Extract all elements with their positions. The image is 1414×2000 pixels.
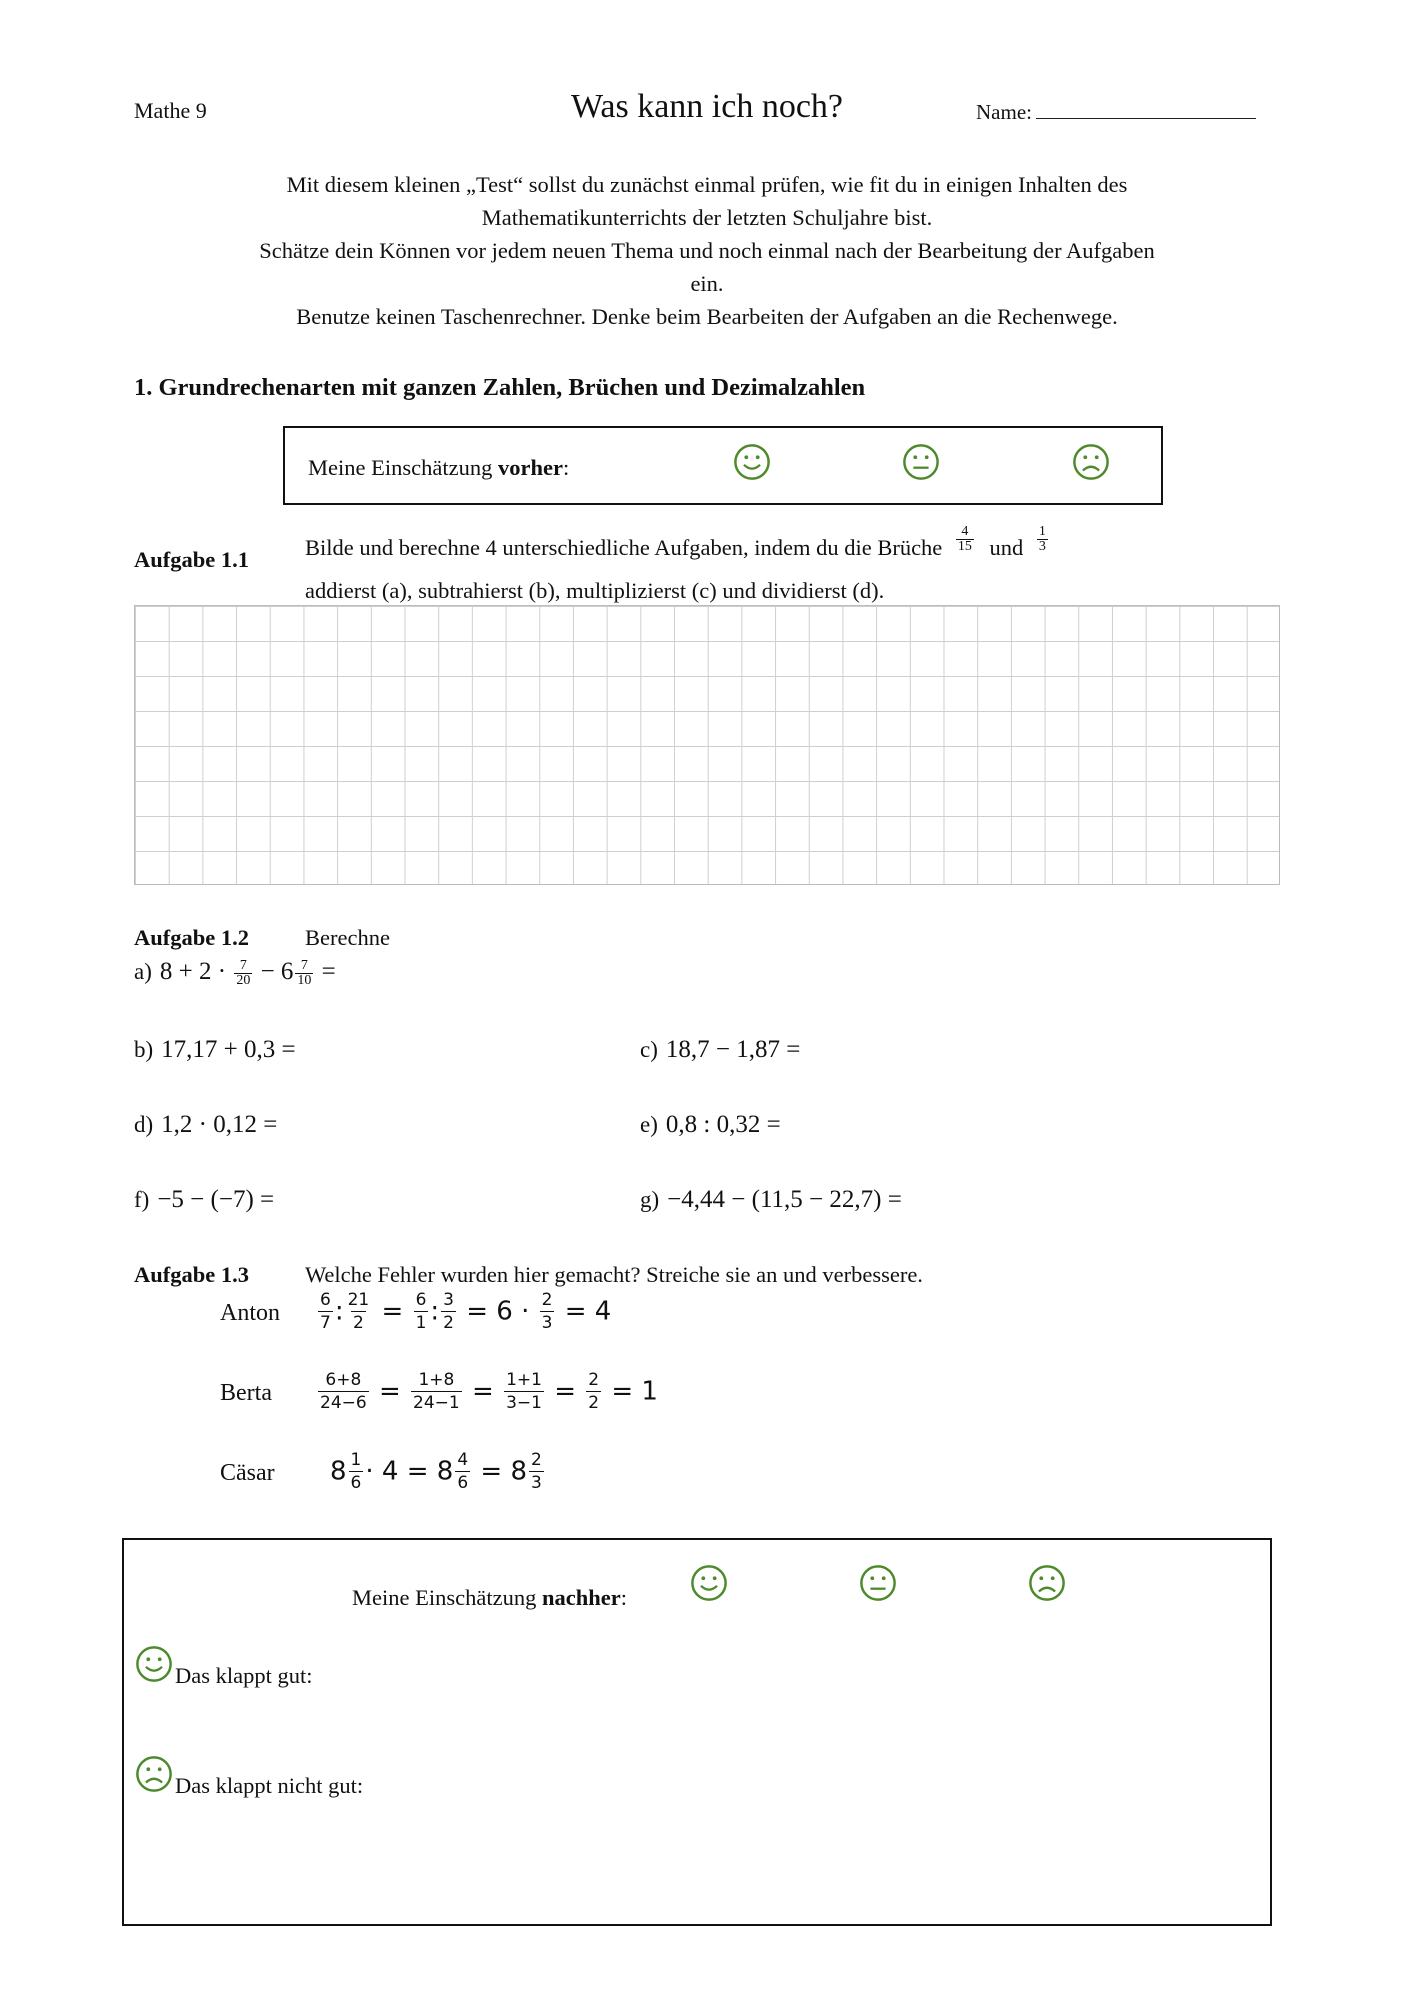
intro-line: ein. <box>690 271 724 296</box>
exercise-f <box>134 1186 274 1214</box>
rating-after-colon: : <box>620 1585 627 1610</box>
expr-part: = <box>315 958 336 985</box>
task-1-2-text: Berechne <box>305 925 390 950</box>
expr-part: = 8 <box>480 1456 527 1487</box>
exercise-c <box>640 1036 800 1064</box>
fraction <box>318 1372 369 1412</box>
task-1-3-text: Welche Fehler wurden hier gemacht? Streiche sie an und verbessere. <box>305 1262 923 1287</box>
task-1-1-text-a: Bilde und berechne 4 unterschiedliche Aufgaben, indem du die Brüche <box>305 534 943 560</box>
exercise-b <box>134 1036 296 1064</box>
section-heading: 1. Grundrechenarten mit ganzen Zahlen, Brüchen und Dezimalzahlen <box>134 374 866 401</box>
berta-calculation <box>316 1372 658 1412</box>
numerator: 1+8 <box>418 1370 455 1390</box>
task-1-1-und: und <box>989 534 1024 560</box>
expression: 1,2 · 0,12 = <box>161 1111 278 1138</box>
fraction <box>414 1292 429 1332</box>
page-title: Was kann ich noch? <box>571 88 843 125</box>
denominator: 2 <box>588 1393 600 1413</box>
fraction <box>411 1372 462 1412</box>
operator: = 6 · <box>466 1296 530 1327</box>
rating-before-bold: vorher <box>497 455 563 480</box>
fraction <box>540 1292 555 1332</box>
numerator: 2 <box>541 1290 553 1310</box>
exercise-e <box>640 1111 781 1139</box>
intro-line: Mathematikunterrichts der letzten Schuljahre bist. <box>481 205 933 230</box>
exercise-label: b) <box>134 1037 154 1062</box>
operator: = <box>381 1296 404 1327</box>
denominator: 24−1 <box>413 1393 460 1413</box>
expr-part: − 6 <box>254 958 294 985</box>
exercise-label: c) <box>640 1037 658 1062</box>
fraction <box>504 1372 544 1412</box>
denominator: 2 <box>443 1313 454 1333</box>
denominator: 3 <box>1038 539 1046 555</box>
fraction-1-3 <box>1037 525 1048 554</box>
denominator: 15 <box>957 539 972 555</box>
bad-label: Das klappt nicht gut: <box>175 1773 364 1798</box>
numerator: 7 <box>239 957 247 973</box>
exercise-label: f) <box>134 1187 150 1212</box>
operator: = <box>378 1376 401 1407</box>
smiley-neutral-icon[interactable] <box>902 443 940 481</box>
denominator: 3 <box>531 1473 542 1493</box>
good-label: Das klappt gut: <box>175 1663 313 1688</box>
exercise-g <box>640 1186 902 1214</box>
operator: : <box>334 1296 344 1327</box>
student-name-anton: Anton <box>220 1300 280 1326</box>
numerator: 6+8 <box>325 1370 362 1390</box>
operator: = <box>472 1376 494 1407</box>
numerator: 3 <box>443 1290 454 1310</box>
fraction <box>349 1452 364 1492</box>
fraction <box>586 1372 601 1412</box>
intro-line: Benutze keinen Taschenrechner. Denke beim Bearbeiten der Aufgaben an die Rechenwege. <box>296 304 1118 329</box>
denominator: 20 <box>236 972 251 988</box>
expr-part: · 4 = 8 <box>365 1456 454 1487</box>
fraction <box>318 1292 333 1332</box>
exercise-label: a) <box>134 959 152 984</box>
expression: 17,17 + 0,3 = <box>161 1036 296 1063</box>
caesar-calculation <box>330 1452 546 1492</box>
expression: 0,8 : 0,32 = <box>665 1111 781 1138</box>
smiley-sad-icon[interactable] <box>1028 1564 1066 1602</box>
task-1-2-label: Aufgabe 1.2 <box>134 925 250 950</box>
exercise-a <box>134 958 336 988</box>
denominator: 1 <box>415 1313 427 1333</box>
denominator: 6 <box>350 1473 362 1493</box>
task-1-3-label: Aufgabe 1.3 <box>134 1262 250 1287</box>
fraction <box>455 1452 470 1492</box>
rating-before-colon: : <box>562 455 570 480</box>
operator: = <box>554 1376 577 1407</box>
intro-line: Schätze dein Können vor jedem neuen Thema und noch einmal nach der Bearbeitung der Aufgaben <box>259 238 1155 263</box>
exercise-label: d) <box>134 1112 154 1137</box>
operator: = 4 <box>564 1296 612 1327</box>
operator: = 1 <box>611 1376 658 1407</box>
expr-part: 8 + 2 · <box>159 958 233 985</box>
anton-calculation <box>316 1292 611 1332</box>
denominator: 24−6 <box>320 1393 367 1413</box>
rating-after-label <box>352 1585 627 1611</box>
denominator: 10 <box>297 972 312 988</box>
rating-before-label <box>308 455 569 481</box>
rating-after-text: Meine Einschätzung <box>352 1585 542 1610</box>
numerator: 6 <box>415 1290 427 1310</box>
smiley-neutral-icon[interactable] <box>859 1564 897 1602</box>
denominator: 3 <box>541 1313 553 1333</box>
numerator: 4 <box>457 1450 469 1470</box>
smiley-sad-icon <box>135 1755 173 1793</box>
fraction <box>346 1292 372 1332</box>
numerator: 2 <box>588 1370 600 1390</box>
student-name-berta: Berta <box>220 1380 272 1406</box>
denominator: 7 <box>320 1313 331 1333</box>
smiley-happy-icon <box>135 1645 173 1683</box>
rating-before-text: Meine Einschätzung <box>308 455 498 480</box>
numerator: 6 <box>320 1290 331 1310</box>
whole-number: 8 <box>330 1456 347 1487</box>
expression: −5 − (−7) = <box>157 1186 275 1213</box>
exercise-label: e) <box>640 1112 658 1137</box>
course-label: Mathe 9 <box>134 98 207 123</box>
operator: : <box>430 1296 440 1327</box>
numerator: 7 <box>300 957 308 973</box>
numerator: 21 <box>347 1290 370 1310</box>
task-1-1-text-b: addierst (a), subtrahierst (b), multiplizierst (c) und dividierst (d). <box>305 578 885 603</box>
intro-text <box>130 168 1284 333</box>
exercise-label: g) <box>640 1187 660 1212</box>
fraction <box>441 1292 456 1332</box>
rating-after-bold: nachher <box>541 1585 621 1610</box>
name-field[interactable] <box>976 98 1256 125</box>
exercise-d <box>134 1111 277 1139</box>
fraction <box>529 1452 544 1492</box>
expression: 18,7 − 1,87 = <box>665 1036 801 1063</box>
smiley-happy-icon[interactable] <box>690 1564 728 1602</box>
name-line[interactable] <box>1036 98 1256 119</box>
smiley-happy-icon[interactable] <box>733 443 771 481</box>
smiley-sad-icon[interactable] <box>1072 443 1110 481</box>
denominator: 2 <box>353 1313 364 1333</box>
numerator: 2 <box>531 1450 542 1470</box>
intro-line: Mit diesem kleinen „Test“ sollst du zunächst einmal prüfen, wie fit du in einigen Inhalten des <box>286 172 1128 197</box>
denominator: 6 <box>457 1473 469 1493</box>
fraction <box>295 959 313 988</box>
denominator: 3−1 <box>506 1393 542 1413</box>
numerator: 1 <box>350 1450 362 1470</box>
task-1-1-text <box>305 524 1050 562</box>
numerator: 1 <box>1038 524 1046 540</box>
answer-grid[interactable] <box>134 605 1280 885</box>
task-1-1-label: Aufgabe 1.1 <box>134 547 250 572</box>
name-label: Name: <box>976 100 1032 124</box>
numerator: 4 <box>961 524 969 540</box>
numerator: 1+1 <box>506 1370 542 1390</box>
fraction <box>234 959 252 988</box>
fraction-4-15 <box>956 525 974 554</box>
expression: −4,44 − (11,5 − 22,7) = <box>667 1186 902 1213</box>
student-name-caesar: Cäsar <box>220 1460 275 1486</box>
